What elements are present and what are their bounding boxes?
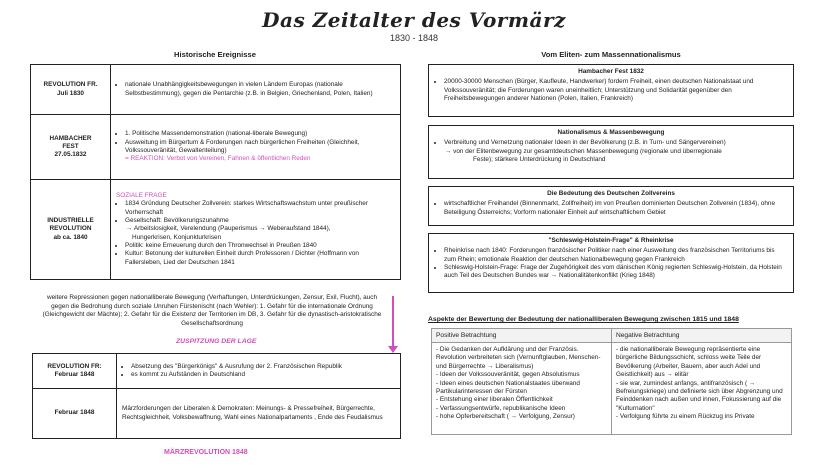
box-zollverein (428, 186, 794, 226)
box-title: Nationalismus & Massenbewegung (557, 129, 665, 136)
list-item: • Kultur: Betonung der kulturellen Einheit durch Professoren / Dichter (Hoffmann von Fallersleben, Lied der Deutschen 1841 (125, 250, 395, 267)
box-title: Hambacher Fest 1832 (578, 68, 644, 75)
event-label: REVOLUTION FR: Februar 1848 (33, 354, 117, 389)
list-item: - Verfolgung führte zu einem Rückzug ins Private (616, 413, 755, 421)
list-item: • 1834 Gründung Deutscher Zollverein: starkes Wirtschaftswachstum unter preußischer Vorherrschaft (125, 200, 395, 217)
column-header-positive: Positive Betrachtung (432, 329, 612, 343)
list-item: - Die Gedanken der Aufklärung und der Französis. Revolution verbreiteten sich (Vernunftglauben, Menschen- und Bürgerrechte → Liberalismus) (436, 346, 601, 370)
event-content (117, 354, 401, 389)
maerzrevolution-label: MÄRZREVOLUTION 1848 (164, 449, 248, 456)
table-row (432, 343, 792, 435)
evaluation-table (431, 328, 792, 435)
aspects-title: Aspekte der Bewertung der Bedeutung der nationalliberalen Bewegung zwischen 1815 und 1848 (428, 316, 739, 323)
list-item: - Entstehung einer liberalen Öffentlichkeit (436, 396, 553, 404)
event-row-maerzforderungen (33, 389, 401, 439)
list-item: • es kommt zu Aufständen in Deutschland (131, 371, 395, 379)
sub-item: Feste); stärkere Unterdrückung in Deutschland (473, 155, 606, 163)
sub-item: Hungerkrisen, Konjunkturkrisen (132, 233, 222, 241)
repressions-paragraph: weitere Repressionen gegen nationalliberale Bewegung (Verhaftungen, Unterdrückungen, Zensur, Exil, Flucht), auch gegen die Bedrohung durch soziale Unruhen Fürstenischt (nach Wehler): 1. Gefahr für die internationale Ordnung (Gleichgewicht der Mächte); 2. Gefahr für die Existenz der Territorien im DB, 3. Gefahr für die dynastisch-aristokratische Gesellschaftsordnung (42, 294, 382, 327)
event-row-revolution-1830 (31, 65, 401, 115)
list-item: • Verbreitung und Vernetzung nationaler Ideen in der Bevölkerung (z.B. in Turn- und Sängervereinen) (444, 139, 787, 147)
list-item: • Absetzung des "Bürgerkönigs" & Ausrufung der 2. Französischen Republik (131, 363, 395, 371)
column-header-negative: Negative Betrachtung (612, 329, 792, 343)
event-label: REVOLUTION FR. Juli 1830 (31, 65, 111, 115)
sub-item: → Arbeitslosigkeit, Verelendung (Pauperismus → Weberaufstand 1844), (126, 225, 331, 233)
reaction-note: = REAKTION: Verbot von Vereinen, Fahnen & öffentlichen Reden (125, 155, 311, 163)
arrow-down-icon (388, 346, 398, 353)
revolution-1848-table (32, 353, 401, 439)
negative-cell (612, 343, 792, 435)
sub-item: → von der Elitenbewegung zur gesamtdeutschen Massenbewegung (regionale und überregionale (445, 147, 722, 155)
arrow-shaft (392, 296, 394, 348)
event-content (111, 180, 401, 280)
table-header-row (432, 329, 792, 343)
escalation-label: ZUSPITZUNG DER LAGE (176, 338, 257, 345)
event-row-revolution-1848 (33, 354, 401, 389)
list-item: • wirtschaftlicher Freihandel (Binnenmarkt, Zollfreiheit) im von Preußen dominierten Deutschen Zollverein (1834), ohne Beteiligung Österreichs; Vorform nationaler Einheit auf wirtschaftlichem Gebiet (444, 200, 787, 217)
box-schleswig-holstein-rheinkrise (428, 233, 794, 293)
event-content (111, 115, 401, 180)
list-item: - hohe Opferbereitschaft ( → Verfolgung, Zensur) (436, 413, 575, 421)
list-item: - Ideen eines deutschen Nationalstaates überwand Partikularinteressen der Fürsten (436, 379, 580, 396)
list-item: • 20000-30000 Menschen (Bürger, Kaufleute, Handwerker) fordern Freiheit, einen deutschen Nationalstaat und Volkssouveränität; die Forderungen waren uneinheitlich; Unterstützung und Solidarität gegenüber den Freiheitsbewegungen anderer Nationen (Polen, Italien, Frankreich) (444, 78, 787, 103)
event-content (111, 65, 401, 115)
box-hambacher-fest-1832 (428, 64, 794, 117)
social-question-heading: SOZIALE FRAGE (116, 192, 167, 200)
event-label: HAMBACHER FEST 27.05.1832 (31, 115, 111, 180)
date-range: 1830 - 1848 (389, 33, 439, 43)
list-item: • Ausweitung im Bürgertum & Forderungen nach bürgerlichen Freiheiten (Gleichheit, Volkssouveränität, Gewaltenteilung) (125, 139, 395, 156)
list-item: • 1. Politische Massendemonstration (national-liberale Bewegung) (125, 130, 395, 138)
list-item: • Schleswig-Holstein-Frage: Frage der Zugehörigkeit des vom dänischen König regierten Schleswig-Holstein, da Holstein auch Teil des Deutschen Bundes war → Nationalitätenkonflikt (Krieg 1848) (444, 264, 787, 281)
list-item: - die nationalliberale Bewegung repräsentierte eine bürgerliche Bildungsschicht, schloss weite Teile der Bevölkerung (Arbeiter, Bauern, aber auch Adel und Geistlichkeit) aus → elitär (616, 346, 762, 379)
list-item: • Politik: keine Erneuerung durch den Thronwechsel in Preußen 1840 (125, 242, 395, 250)
positive-cell (432, 343, 612, 435)
list-item: - sie war, zumindest anfangs, antifranzösisch ( → Befreiungskriege) und definierte sich über Abgrenzung und Feinddenken nach außen und innen, Fokussierung auf die "Kulturnation" (616, 379, 783, 412)
list-item: • Rheinkrise nach 1840: Forderungen französischer Politiker nach einer Ausweitung des französischen Territoriums bis zum Rhein; emotionale Reaktion der deutschen Nationalbewegung gegen Frankreich (444, 247, 787, 264)
event-row-hambacher-fest (31, 115, 401, 180)
left-heading: Historische Ereignisse (174, 50, 256, 59)
box-title: "Schleswig-Holstein-Frage" & Rheinkrise (548, 237, 674, 244)
event-label: INDUSTRIELLE REVOLUTION ab ca. 1840 (31, 180, 111, 280)
page-title: Das Zeitalter des Vormärz (262, 8, 566, 32)
list-item: • Gesellschaft: Bevölkerungszunahme (125, 217, 395, 225)
right-heading: Vom Eliten- zum Massennationalismus (541, 50, 681, 59)
event-label: Februar 1848 (33, 389, 117, 439)
list-item: - Ideen der Volkssouveränität, gegen Absolutismus (436, 371, 580, 379)
box-nationalismus-massenbewegung (428, 125, 794, 179)
events-table (30, 64, 401, 280)
list-item: • nationale Unabhängigkeitsbewegungen in vielen Ländern Europas (nationale Selbstbestimmung), gegen die Pentarchie (z.B. in Belgien, Griechenland, Polen, Italien) (125, 81, 395, 98)
box-title: Die Bedeutung des Deutschen Zollvereins (547, 190, 675, 197)
event-row-industrial-revolution (31, 180, 401, 280)
demands-text: Märzforderungen der Liberalen & Demokraten: Meinungs- & Pressefreiheit, Bürgerrechte, Rechtsgleichheit, Volksbewaffnung, Wahl eines Nationalparlaments , Ende des Feudalismus (122, 405, 383, 421)
event-content (117, 389, 401, 439)
list-item: - Verfassungsentwürfe, republikanische Ideen (436, 404, 566, 412)
